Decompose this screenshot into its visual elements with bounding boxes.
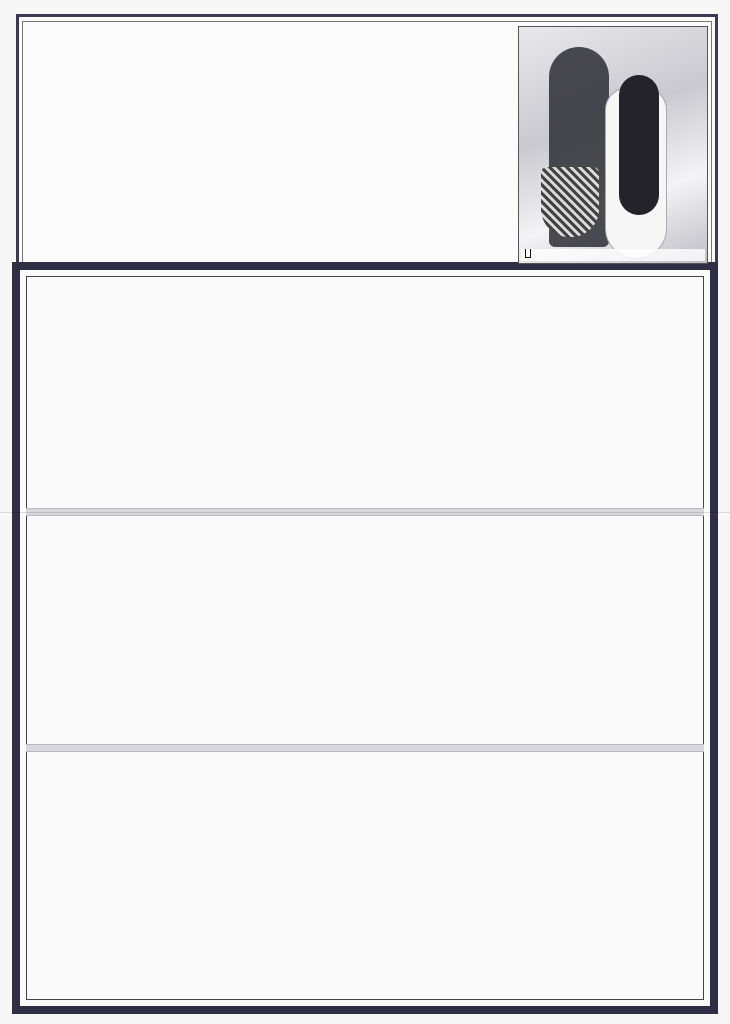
band-separator [26,744,704,752]
main-story-inner-border [26,276,704,1000]
book-cover-illustration [518,26,708,264]
cover-credit-line [521,249,705,261]
cover-subtitle [629,37,665,197]
paper-fold-line [0,512,730,513]
cover-crest [541,167,599,237]
not-for-sale-badge [525,249,531,258]
